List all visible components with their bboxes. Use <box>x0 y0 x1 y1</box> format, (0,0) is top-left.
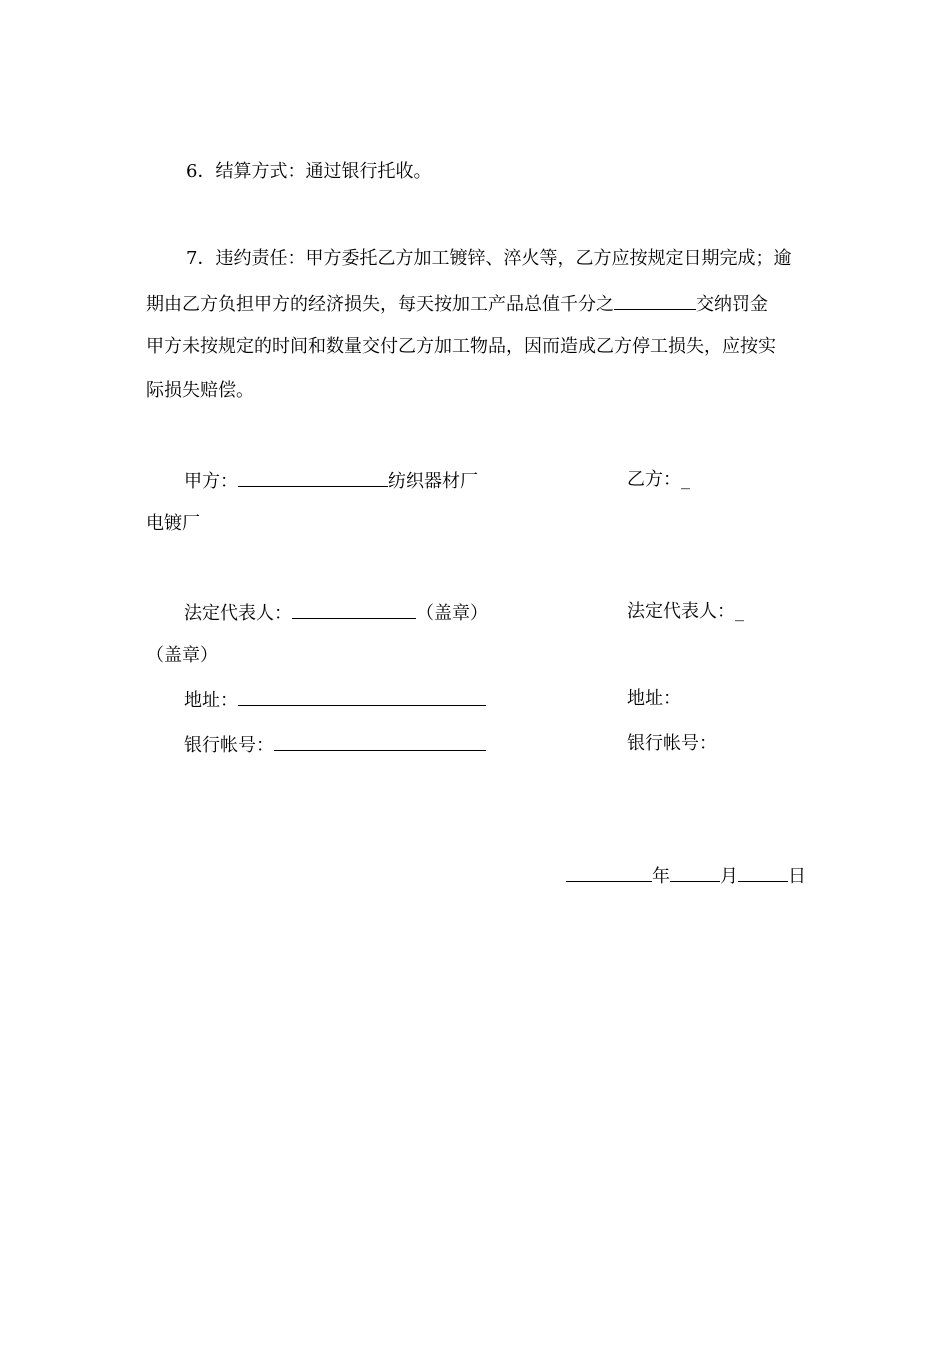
party-a-rep-seal: （盖章） <box>416 603 488 624</box>
party-b-row <box>627 468 690 492</box>
date-month-blank[interactable] <box>670 863 720 882</box>
party-a-bank-blank[interactable] <box>274 732 486 751</box>
party-b-address-row <box>627 687 681 711</box>
clause-7-text-4: 际损失赔偿。 <box>146 380 254 401</box>
party-a-name-blank[interactable] <box>238 468 388 487</box>
party-a-row <box>184 468 478 494</box>
clause-7-text-3: 甲方未按规定的时间和数量交付乙方加工物品，因而造成乙方停工损失，应按实 <box>146 336 776 357</box>
clause-7-text-1: 7．违约责任：甲方委托乙方加工镀锌、淬火等，乙方应按规定日期完成；逾 <box>186 248 792 269</box>
party-b-address-label: 地址： <box>627 688 681 709</box>
clause-7-line-3 <box>146 335 776 359</box>
party-a-suffix: 纺织器材厂 <box>388 471 478 492</box>
clause-7-line-2 <box>146 291 768 317</box>
party-a-address-label: 地址： <box>184 690 238 711</box>
party-a-address-row <box>184 687 486 713</box>
party-a-bank-row <box>184 732 486 758</box>
party-b-bank-label: 银行帐号： <box>627 733 717 754</box>
party-b-rep-row <box>627 600 744 624</box>
party-a-address-blank[interactable] <box>238 687 486 706</box>
clause-7-line-1 <box>186 247 791 271</box>
date-day-label: 日 <box>788 866 806 887</box>
date-year-label: 年 <box>652 866 670 887</box>
party-b-rep-label: 法定代表人：_ <box>627 601 744 622</box>
party-a-label: 甲方： <box>184 471 238 492</box>
penalty-rate-blank[interactable] <box>614 291 696 310</box>
date-year-blank[interactable] <box>566 863 652 882</box>
party-b-suffix: 电镀厂 <box>146 513 200 534</box>
date-month-label: 月 <box>720 866 738 887</box>
party-a-rep-blank[interactable] <box>292 600 416 619</box>
party-b-label: 乙方：_ <box>627 469 690 490</box>
party-b-bank-row <box>627 732 717 756</box>
clause-7-text-2a: 期由乙方负担甲方的经济损失，每天按加工产品总值千分之 <box>146 294 614 315</box>
party-b-rep-seal: （盖章） <box>146 645 218 666</box>
party-b-seal-row <box>146 644 218 668</box>
party-b-suffix-row <box>146 512 200 536</box>
clause-7-line-4 <box>146 379 254 403</box>
party-a-bank-label: 银行帐号： <box>184 735 274 756</box>
clause-7-text-2b: 交纳罚金 <box>696 294 768 315</box>
clause-6 <box>186 160 431 184</box>
party-a-rep-row <box>184 600 488 626</box>
clause-6-text: 6．结算方式：通过银行托收。 <box>186 161 432 182</box>
date-day-blank[interactable] <box>738 863 788 882</box>
date-row <box>566 863 806 889</box>
party-a-rep-label: 法定代表人： <box>184 603 292 624</box>
